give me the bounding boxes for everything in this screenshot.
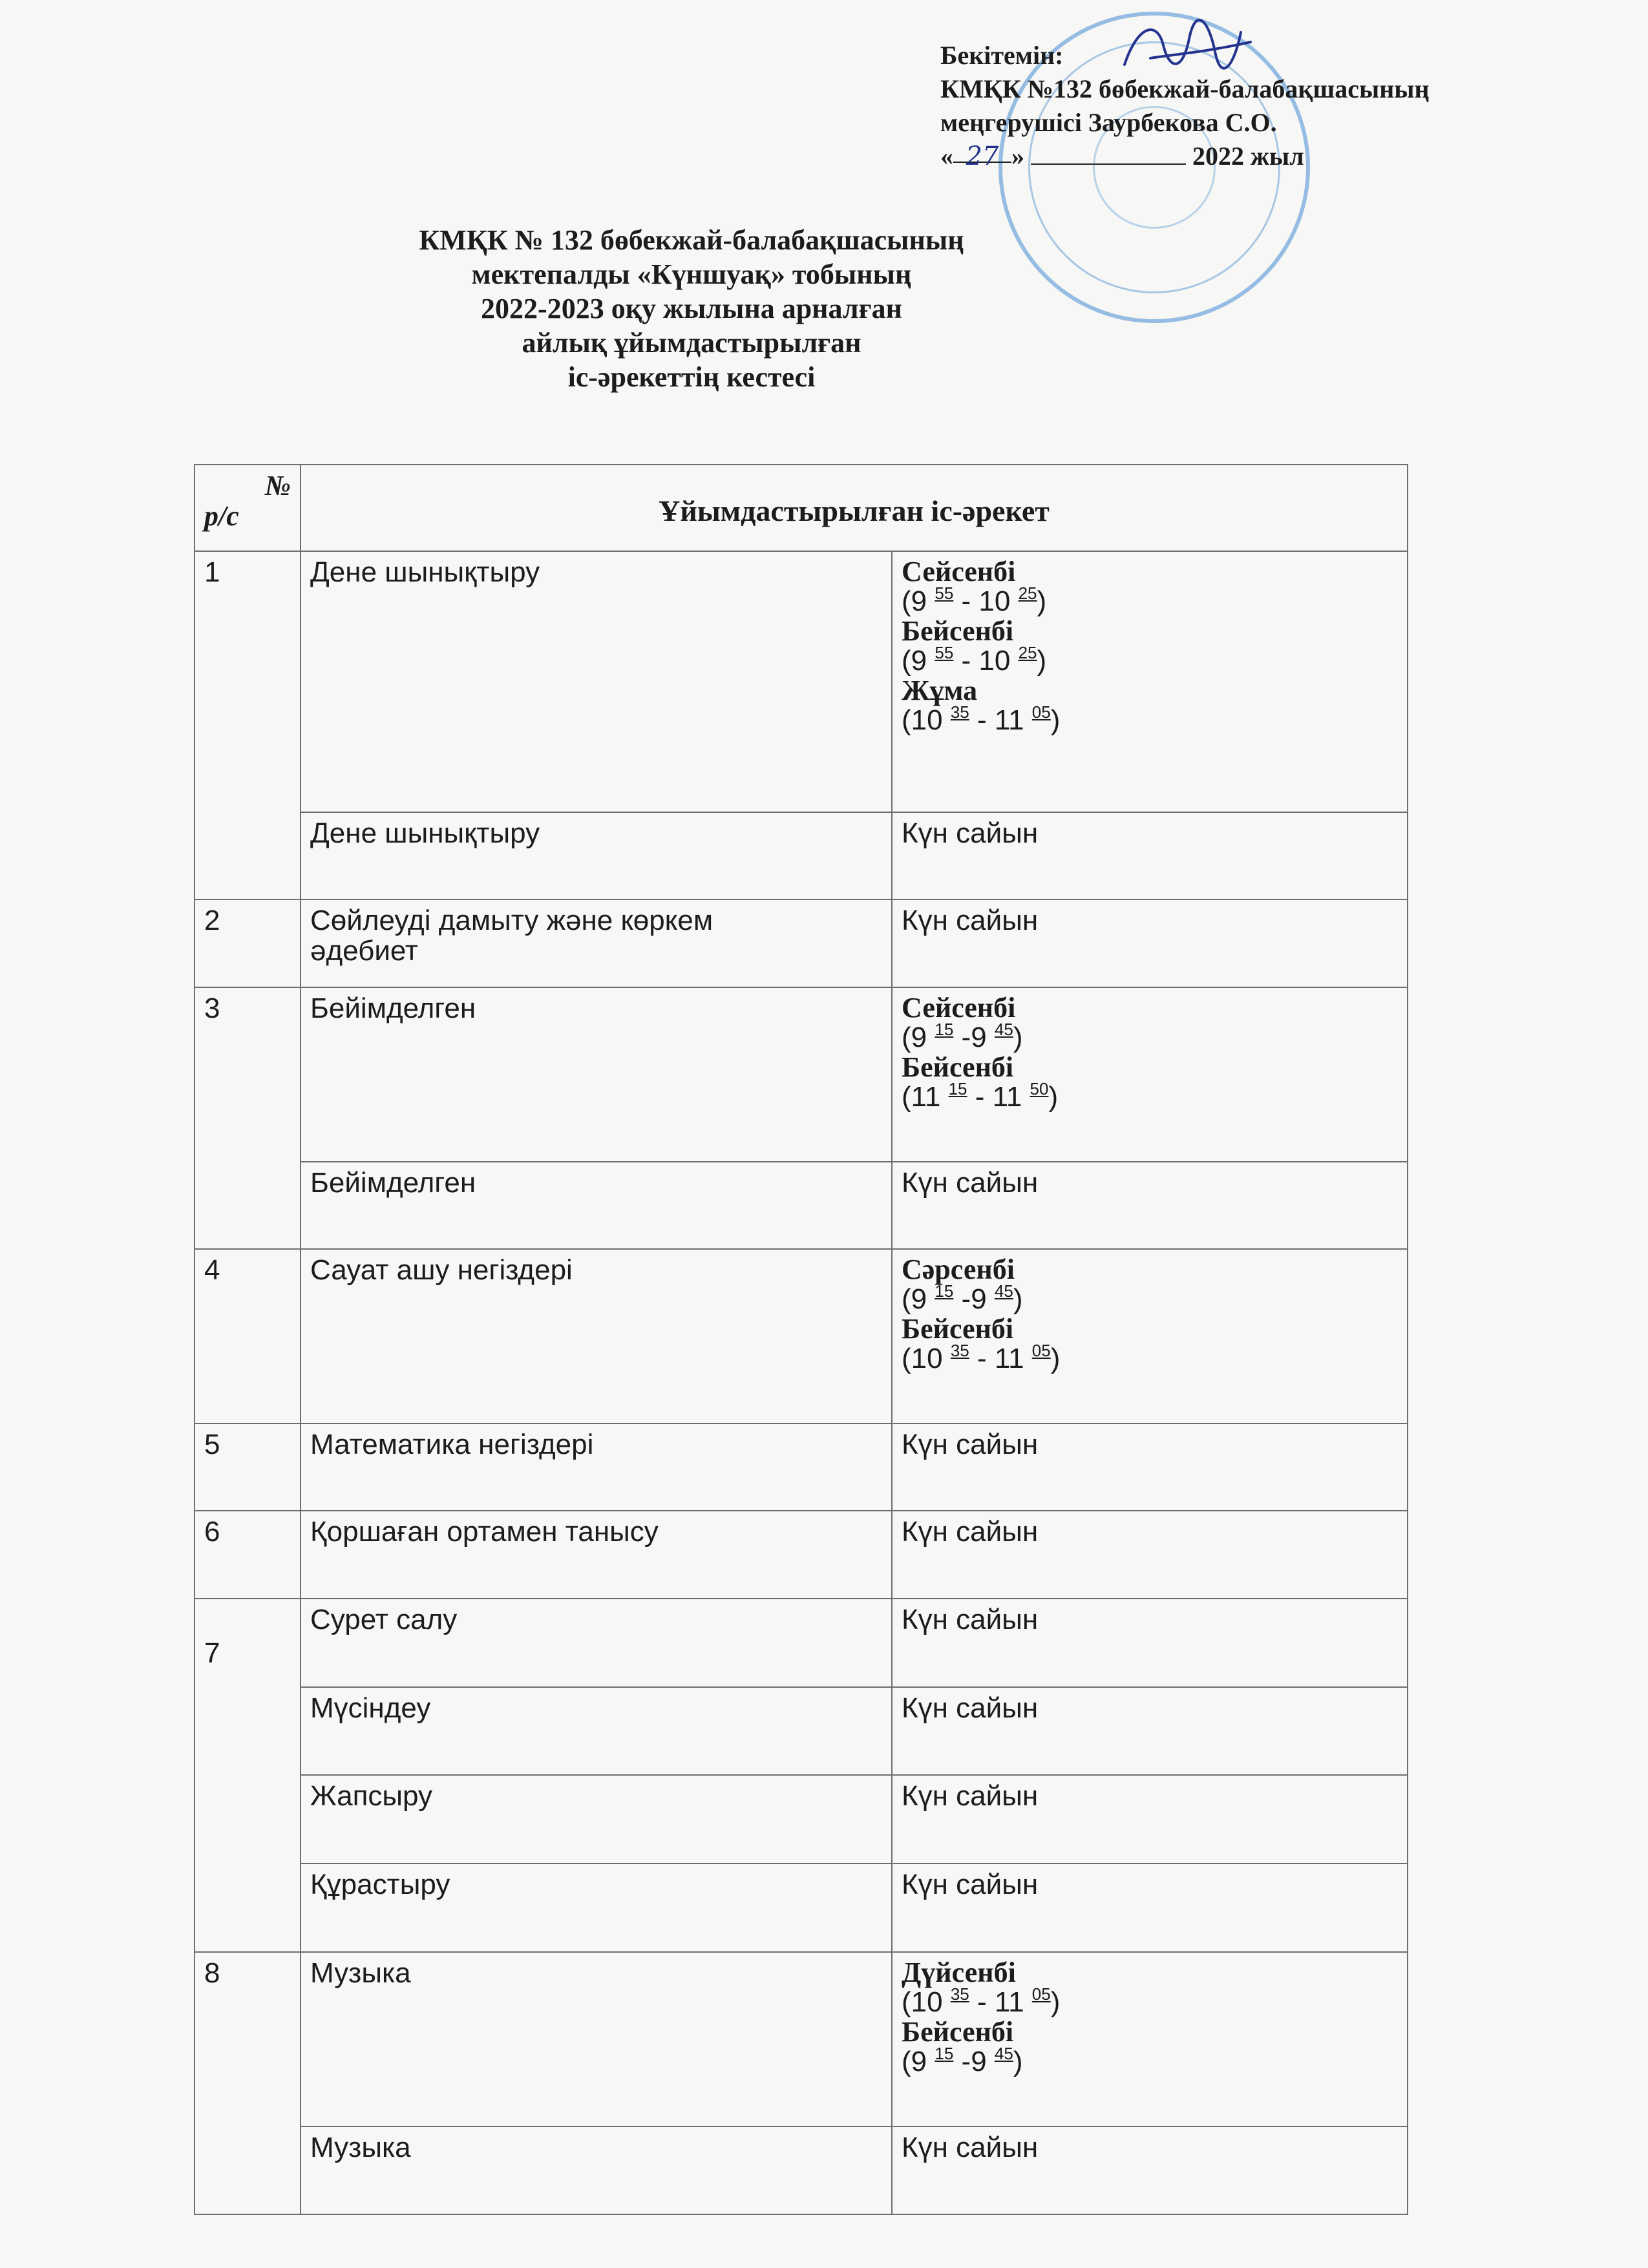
schedule-slot: [902, 676, 1398, 735]
end-hour: 9: [971, 1022, 987, 1053]
row-number: 4: [195, 1249, 301, 1423]
start-hour: 9: [911, 1283, 927, 1315]
table-row: [195, 551, 1408, 812]
row-number: 8: [195, 1952, 301, 2214]
activity-frequency: Күн сайын: [892, 2126, 1408, 2214]
date-quote-open: «: [940, 142, 953, 171]
start-hour: 9: [911, 585, 927, 617]
slot-day: Сейсенбі: [902, 992, 1016, 1024]
start-minute: 55: [935, 643, 954, 662]
start-hour: 9: [911, 1022, 927, 1053]
end-minute: 05: [1031, 1984, 1051, 2004]
slot-day: Дүйсенбі: [902, 1957, 1016, 1988]
date-day-blank: [953, 140, 1011, 171]
slot-time: (9 $^{15}$ -9 $^{45}$): [902, 1020, 1023, 1053]
header-number-symbol: №: [264, 470, 291, 501]
end-hour: 9: [971, 1283, 987, 1315]
table-row: [195, 1511, 1408, 1599]
schedule-slot: [902, 1255, 1398, 1314]
slot-time: (9 $^{55}$ - 10 $^{25}$): [902, 583, 1047, 617]
start-minute: 35: [950, 702, 969, 722]
table-header-row: [195, 465, 1408, 551]
activity-name: Музыка: [301, 2126, 892, 2214]
title-line-3: 2022-2023 оқу жылына арналған: [481, 293, 902, 324]
end-minute: 25: [1018, 583, 1037, 603]
end-hour: 10: [978, 645, 1011, 677]
activity-frequency: Күн сайын: [892, 899, 1408, 987]
activity-name: Музыка: [301, 1952, 892, 2126]
table-row: [195, 812, 1408, 899]
date-day: 27: [966, 142, 999, 171]
end-minute: 45: [994, 1281, 1013, 1301]
activity-name: Мүсіндеу: [301, 1687, 892, 1775]
activity-name: Құрастыру: [301, 1864, 892, 1952]
date-year: 2022 жыл: [1192, 142, 1304, 171]
title-line-4: айлық ұйымдастырылған: [522, 327, 861, 359]
activity-name: Бейімделген: [301, 987, 892, 1162]
activity-frequency: Күн сайын: [892, 812, 1408, 899]
activity-frequency: Күн сайын: [892, 1775, 1408, 1864]
end-minute: 45: [994, 1020, 1013, 1039]
approval-block: [940, 39, 1625, 173]
title-line-5: іс-әрекеттің кестесі: [567, 361, 816, 393]
schedule-table: [194, 464, 1408, 2215]
start-minute: 35: [950, 1341, 969, 1360]
end-hour: 11: [994, 1986, 1024, 2018]
header-number-abbr: р/с: [204, 500, 239, 532]
slot-day: Сәрсенбі: [902, 1254, 1015, 1285]
start-minute: 15: [935, 1020, 954, 1039]
slot-day: Бейсенбі: [902, 1313, 1014, 1345]
end-hour: 11: [992, 1081, 1022, 1113]
date-month-blank: [1031, 142, 1186, 165]
schedule-slot: [902, 993, 1398, 1053]
slot-day: Бейсенбі: [902, 615, 1014, 647]
title-line-2: мектепалды «Күншуақ» тобының: [471, 258, 912, 290]
schedule-slot: [902, 1053, 1398, 1112]
activity-name: Қоршаған ортамен танысу: [301, 1511, 892, 1599]
row-number: 1: [195, 551, 301, 899]
header-number: [195, 465, 301, 551]
activity-name: Математика негіздері: [301, 1423, 892, 1511]
activity-name: Дене шынықтыру: [301, 551, 892, 812]
start-hour: 9: [911, 645, 927, 677]
end-minute: 45: [994, 2044, 1013, 2063]
activity-name: Жапсыру: [301, 1775, 892, 1864]
end-minute: 05: [1031, 1341, 1051, 1360]
end-hour: 11: [994, 1343, 1024, 1374]
activity-frequency: Күн сайын: [892, 1511, 1408, 1599]
slot-time: (9 $^{55}$ - 10 $^{25}$): [902, 643, 1047, 677]
end-hour: 10: [978, 585, 1011, 617]
end-hour: 11: [994, 704, 1024, 736]
activity-frequency: Күн сайын: [892, 1864, 1408, 1952]
activity-schedule: [892, 1952, 1408, 2126]
slot-time: (10 $^{35}$ - 11 $^{05}$): [902, 702, 1061, 736]
approval-date: [940, 140, 1625, 173]
row-number: 2: [195, 899, 301, 987]
approval-heading: Бекітемін:: [940, 41, 1064, 70]
slot-day: Сейсенбі: [902, 556, 1016, 587]
schedule-slot: [902, 2017, 1398, 2077]
end-hour: 9: [971, 2046, 987, 2077]
end-minute: 25: [1018, 643, 1037, 662]
document-title: [271, 223, 1112, 394]
slot-time: (9 $^{15}$ -9 $^{45}$): [902, 1281, 1023, 1315]
slot-day: Бейсенбі: [902, 1051, 1014, 1083]
schedule-slot: [902, 616, 1398, 676]
slot-day: Бейсенбі: [902, 2016, 1014, 2048]
row-number: 3: [195, 987, 301, 1249]
start-hour: 10: [911, 704, 943, 736]
activity-schedule: [892, 551, 1408, 812]
start-minute: 55: [935, 583, 954, 603]
slot-time: (10 $^{35}$ - 11 $^{05}$): [902, 1341, 1061, 1374]
table-row: [195, 1864, 1408, 1952]
signature: [1112, 13, 1260, 84]
table-row: [195, 987, 1408, 1162]
row-number: 5: [195, 1423, 301, 1511]
table-row: [195, 1775, 1408, 1864]
slot-time: (11 $^{15}$ - 11 $^{50}$): [902, 1079, 1059, 1113]
activity-frequency: Күн сайын: [892, 1599, 1408, 1687]
schedule-slot: [902, 1958, 1398, 2017]
table-row: [195, 1687, 1408, 1775]
start-hour: 10: [911, 1986, 943, 2018]
schedule-slot: [902, 1314, 1398, 1374]
activity-schedule: [892, 987, 1408, 1162]
start-minute: 15: [935, 2044, 954, 2063]
slot-day: Жұма: [902, 675, 978, 706]
approval-head-name: меңгерушісі Заурбекова С.О.: [940, 108, 1277, 137]
activity-frequency: Күн сайын: [892, 1423, 1408, 1511]
date-quote-close: »: [1011, 142, 1024, 171]
end-minute: 05: [1031, 702, 1051, 722]
start-hour: 11: [911, 1081, 941, 1113]
start-hour: 9: [911, 2046, 927, 2077]
row-number: 6: [195, 1511, 301, 1599]
activity-name-line-2: әдебиет: [310, 935, 419, 967]
end-minute: 50: [1030, 1079, 1049, 1098]
activity-name: [301, 899, 892, 987]
start-hour: 10: [911, 1343, 943, 1374]
title-line-1: КМҚК № 132 бөбекжай-балабақшасының: [419, 224, 964, 256]
table-row: [195, 1599, 1408, 1687]
slot-time: (10 $^{35}$ - 11 $^{05}$): [902, 1984, 1061, 2018]
activity-frequency: Күн сайын: [892, 1162, 1408, 1249]
activity-frequency: Күн сайын: [892, 1687, 1408, 1775]
activity-schedule: [892, 1249, 1408, 1423]
table-row: [195, 899, 1408, 987]
table-row: [195, 1162, 1408, 1249]
start-minute: 15: [948, 1079, 967, 1098]
activity-name: Дене шынықтыру: [301, 812, 892, 899]
activity-name: Сауат ашу негіздері: [301, 1249, 892, 1423]
activity-name: Сурет салу: [301, 1599, 892, 1687]
table-row: [195, 1249, 1408, 1423]
schedule-slot: [902, 557, 1398, 616]
row-number: 7: [195, 1599, 301, 1952]
table-row: [195, 1952, 1408, 2126]
activity-name-line-1: Сөйлеуді дамыту және көркем: [310, 905, 713, 936]
start-minute: 35: [950, 1984, 969, 2004]
activity-name: Бейімделген: [301, 1162, 892, 1249]
header-activity: Ұйымдастырылған іс-әрекет: [301, 465, 1408, 551]
slot-time: (9 $^{15}$ -9 $^{45}$): [902, 2044, 1023, 2077]
table-row: [195, 2126, 1408, 2214]
table-row: [195, 1423, 1408, 1511]
approval-organization: КМҚК №132 бөбекжай-балабақшасының: [940, 74, 1430, 103]
start-minute: 15: [935, 1281, 954, 1301]
